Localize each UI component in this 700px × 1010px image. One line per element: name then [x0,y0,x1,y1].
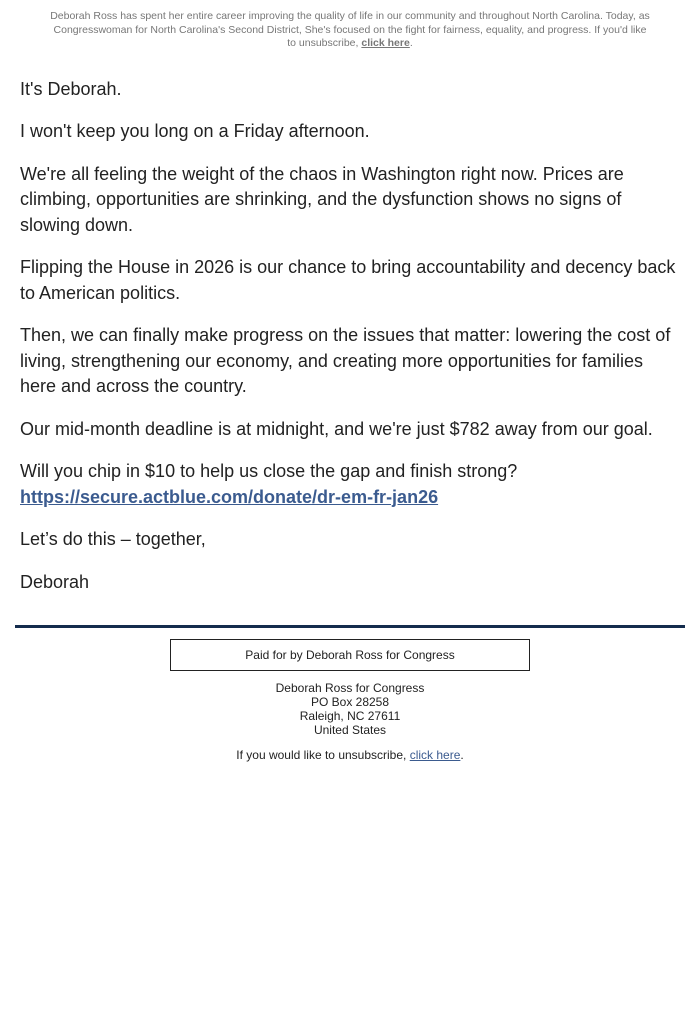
unsubscribe-suffix: . [460,748,464,762]
footer-divider [15,625,685,628]
greeting: It's Deborah. [20,78,122,99]
address-country: United States [313,723,387,737]
footer-unsubscribe-link[interactable]: click here [409,748,461,762]
paid-for-text: Paid for by Deborah Ross for Congress [245,648,455,662]
paragraph-progress: Then, we can finally make progress on the issues that matter: lowering the cost of living, strengthening our economy, and creating more opportunities for families here and across the country. [20,325,671,396]
preheader [50,10,650,51]
paragraph-ask [20,459,680,510]
paragraph-deadline: Our mid-month deadline is at midnight, and we're just $782 away from our goal. [20,418,653,439]
email-body [0,51,700,596]
preheader-unsubscribe-link[interactable]: click here [361,37,410,49]
closing: Let’s do this – together, [20,529,206,549]
signature: Deborah [20,571,90,592]
mailing-address [0,681,700,737]
footer-unsubscribe [0,748,700,762]
unsubscribe-text: If you would like to unsubscribe, [236,748,410,762]
paragraph-chaos: We're all feeling the weight of the chaos in Washington right now. Prices are climbing, opportunities are shrinking, and the dysfunction shows no signs of slowing down. [20,163,624,235]
preheader-suffix: . [409,37,413,49]
address-city: Raleigh, NC 27611 [299,709,401,723]
ask-text: Will you chip in $10 to help us close the gap and finish strong? [20,461,518,481]
donate-link[interactable]: https://secure.actblue.com/donate/dr-em-fr-jan26 [20,486,439,507]
paragraph-friday: I won't keep you long on a Friday afternoon. [20,121,370,141]
address-org: Deborah Ross for Congress [275,681,425,695]
paid-for-box [170,639,530,671]
address-po-box: PO Box 28258 [310,695,390,709]
paragraph-flip-house: Flipping the House in 2026 is our chance to bring accountability and decency back to American politics. [20,257,676,303]
preheader-text: Deborah Ross has spent her entire career improving the quality of life in our community and throughout North Carolina. Today, as Congresswoman for North Carolina's Second District, She's focused on the fight for fairness, equality, and progress. If you'd like to unsubscribe, [50,10,650,49]
